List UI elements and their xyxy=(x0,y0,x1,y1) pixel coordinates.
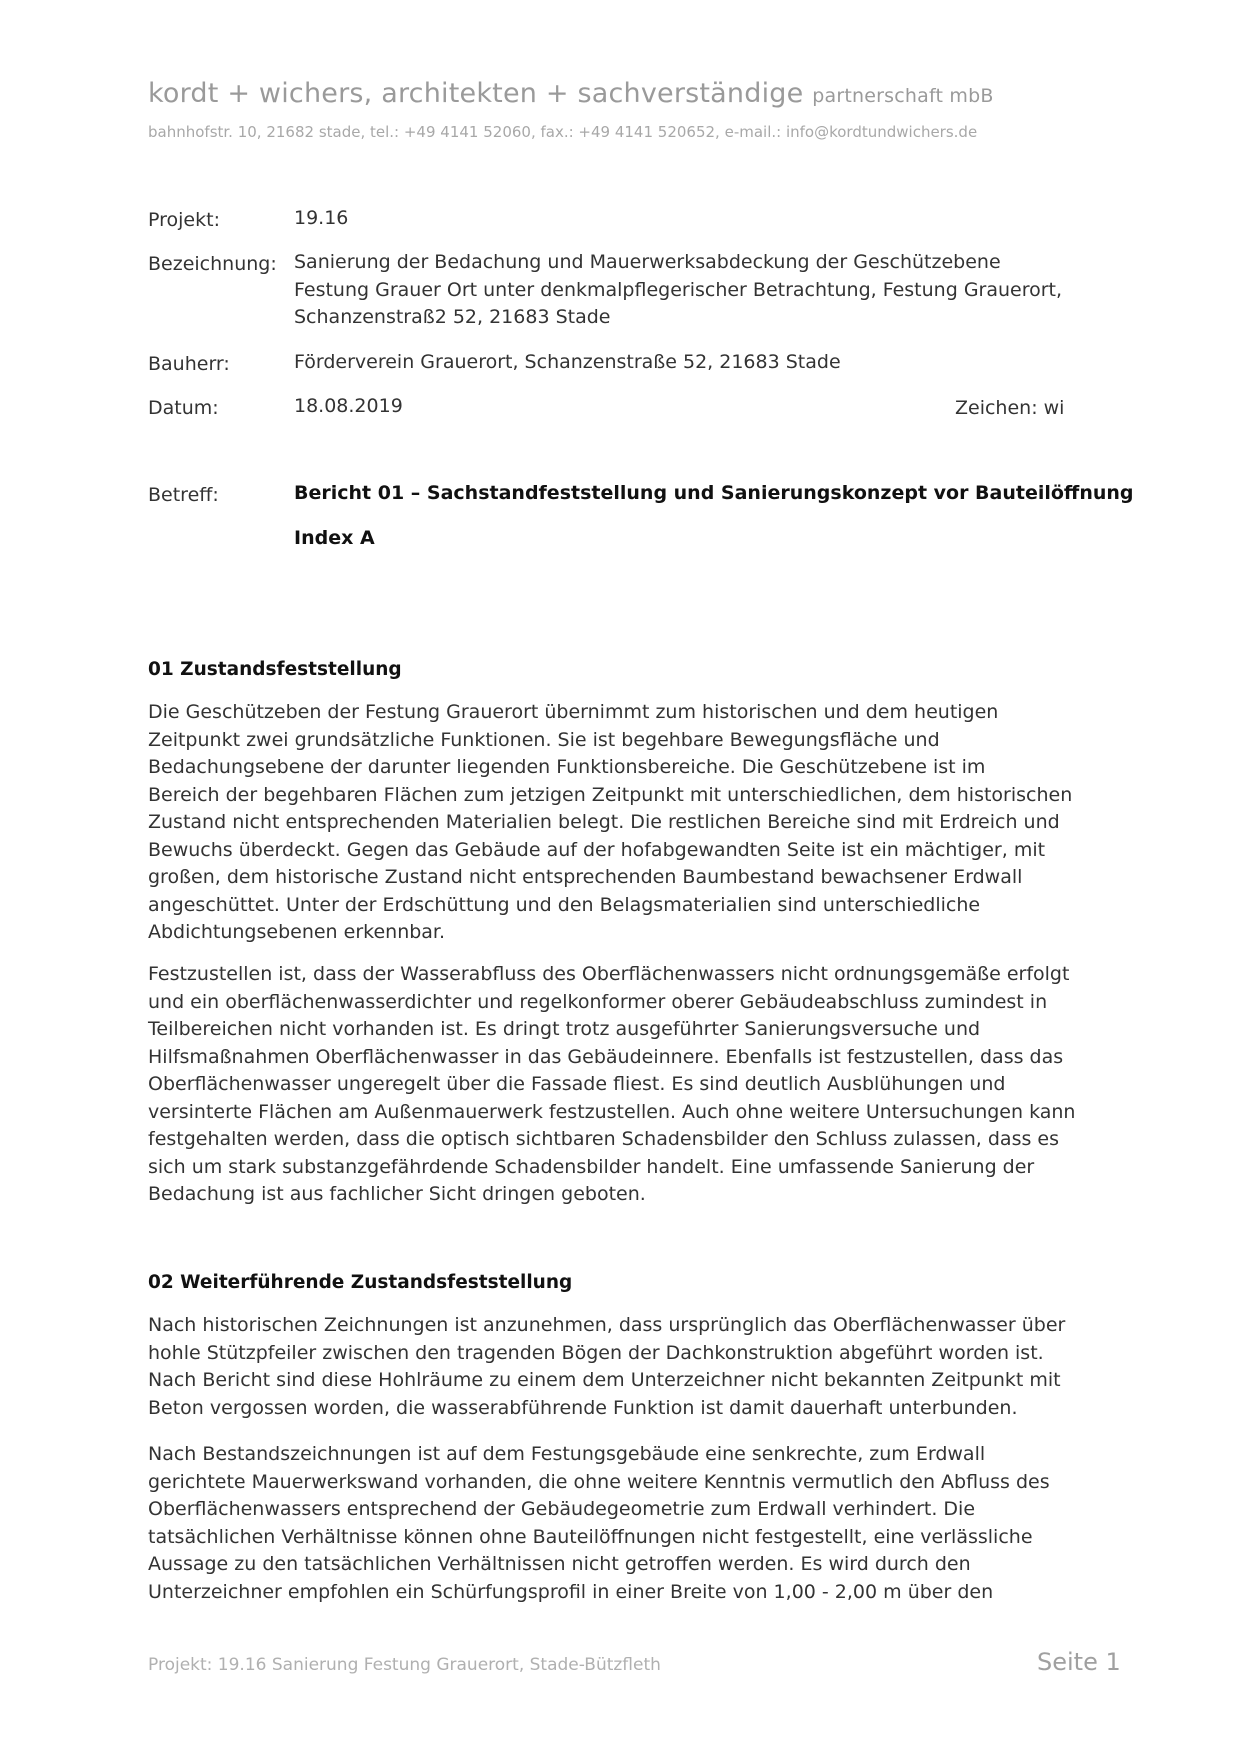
page-number: Seite 1 xyxy=(1037,1648,1121,1676)
index-value: Index A xyxy=(294,527,375,549)
bezeichnung-value xyxy=(294,249,1062,332)
text-line: und ein oberflächenwasserdichter und regelkonformer oberer Gebäudeabschluss zumindest in xyxy=(148,990,1048,1013)
bauherr-value: Förderverein Grauerort, Schanzenstraße 52, 21683 Stade xyxy=(294,351,841,373)
text-line: sich um stark substanzgefährdende Schadensbilder handelt. Eine umfassende Sanierung der xyxy=(148,1155,1035,1178)
firm-name: kordt + wichers, architekten + sachverständige xyxy=(148,78,804,109)
text-line: Oberflächenwassers entsprechend der Gebäudegeometrie zum Erdwall verhindert. Die xyxy=(148,1498,976,1520)
bauherr-label: Bauherr: xyxy=(148,353,230,375)
firm-suffix: partnerschaft mbB xyxy=(812,85,994,107)
text-line: Unterzeichner empfohlen ein Schürfungsprofil in einer Breite von 1,00 - 2,00 m über den xyxy=(148,1580,994,1603)
section-heading-02: 02 Weiterführende Zustandsfeststellung xyxy=(148,1272,573,1293)
footer-project-line: Projekt: 19.16 Sanierung Festung Grauerort, Stade-Bützfleth xyxy=(148,1655,661,1675)
text-line: Aussage zu den tatsächlichen Verhältnissen nicht getroffen werden. Es wird durch den xyxy=(148,1553,971,1575)
text-line: versinterte Flächen am Außenmauerwerk festzustellen. Auch ohne weitere Untersuchungen kann xyxy=(148,1100,1076,1123)
bezeichnung-line: Schanzenstraß2 52, 21683 Stade xyxy=(294,306,611,328)
section1-paragraph-2 xyxy=(148,961,1128,1209)
section1-paragraph-1 xyxy=(148,699,1128,947)
section2-paragraph-1 xyxy=(148,1312,1128,1422)
text-line: Bewuchs überdeckt. Gegen das Gebäude auf der hofabgewandten Seite ist ein mächtiger, mit xyxy=(148,838,1046,861)
bezeichnung-line: Sanierung der Bedachung und Mauerwerksabdeckung der Geschützebene xyxy=(294,251,1001,273)
projekt-value: 19.16 xyxy=(294,207,349,229)
projekt-label: Projekt: xyxy=(148,209,220,231)
letterhead-firm xyxy=(148,78,994,109)
zeichen-value: Zeichen: wi xyxy=(955,397,1065,419)
bezeichnung-label: Bezeichnung: xyxy=(148,253,277,275)
text-line: Festzustellen ist, dass der Wasserabfluss des Oberflächenwassers nicht ordnungsgemäße erfolgt xyxy=(148,963,1070,985)
text-line: festgehalten werden, dass die optisch sichtbaren Schadensbilder den Schluss zulassen, dass es xyxy=(148,1128,1059,1150)
text-line: angeschüttet. Unter der Erdschüttung und den Belagsmaterialien sind unterschiedliche xyxy=(148,893,981,916)
text-line: Die Geschützeben der Festung Grauerort übernimmt zum historischen und dem heutigen xyxy=(148,701,999,723)
text-line: gerichtete Mauerwerkswand vorhanden, die ohne weitere Kenntnis vermutlich den Abfluss des xyxy=(148,1470,1050,1493)
datum-value: 18.08.2019 xyxy=(294,395,403,417)
text-line: Hilfsmaßnahmen Oberflächenwasser in das Gebäudeinnere. Ebenfalls ist festzustellen, dass das xyxy=(148,1045,1064,1068)
bezeichnung-line: Festung Grauer Ort unter denkmalpflegerischer Betrachtung, Festung Grauerort, xyxy=(294,278,1063,301)
text-line: tatsächlichen Verhältnisse können ohne Bauteilöffnungen nicht festgestellt, eine verlässliche xyxy=(148,1525,1033,1548)
text-line: Zeitpunkt zwei grundsätzliche Funktionen. Sie ist begehbare Bewegungsfläche und xyxy=(148,728,940,751)
text-line: großen, dem historische Zustand nicht entsprechenden Baumbestand bewachsener Erdwall xyxy=(148,866,1023,888)
text-line: hohle Stützpfeiler zwischen den tragenden Bögen der Dachkonstruktion abgeführt worden ist. xyxy=(148,1341,1044,1364)
section-heading-01: 01 Zustandsfeststellung xyxy=(148,659,402,680)
text-line: Nach Bestandszeichnungen ist auf dem Festungsgebäude eine senkrechte, zum Erdwall xyxy=(148,1443,986,1465)
text-line: Nach historischen Zeichnungen ist anzunehmen, dass ursprünglich das Oberflächenwasser über xyxy=(148,1314,1066,1336)
text-line: Bedachung ist aus fachlicher Sicht dringen geboten. xyxy=(148,1183,646,1205)
betreff-label: Betreff: xyxy=(148,484,219,506)
section2-paragraph-2 xyxy=(148,1441,1128,1606)
text-line: Teilbereichen nicht vorhanden ist. Es dringt trotz ausgeführter Sanierungsversuche und xyxy=(148,1018,981,1040)
datum-label: Datum: xyxy=(148,397,219,419)
text-line: Nach Bericht sind diese Hohlräume zu einem dem Unterzeichner nicht bekannten Zeitpunkt mit xyxy=(148,1369,1061,1391)
text-line: Zustand nicht entsprechenden Materialien belegt. Die restlichen Bereiche sind mit Erdreich und xyxy=(148,811,1060,833)
text-line: Abdichtungsebenen erkennbar. xyxy=(148,921,446,943)
text-line: Bereich der begehbaren Flächen zum jetzigen Zeitpunkt mit unterschiedlichen, dem historischen xyxy=(148,783,1073,806)
text-line: Beton vergossen worden, die wasserabführende Funktion ist damit dauerhaft unterbunden. xyxy=(148,1396,1018,1419)
letterhead-contact: bahnhofstr. 10, 21682 stade, tel.: +49 4141 52060, fax.: +49 4141 520652, e-mail.: info@kordtundwichers.de xyxy=(148,123,978,141)
text-line: Oberflächenwasser ungeregelt über die Fassade fliest. Es sind deutlich Ausblühungen und xyxy=(148,1073,1006,1095)
text-line: Bedachungsebene der darunter liegenden Funktionsbereiche. Die Geschützebene ist im xyxy=(148,756,986,778)
betreff-value: Bericht 01 – Sachstandfeststellung und Sanierungskonzept vor Bauteilöffnung xyxy=(294,482,1134,504)
